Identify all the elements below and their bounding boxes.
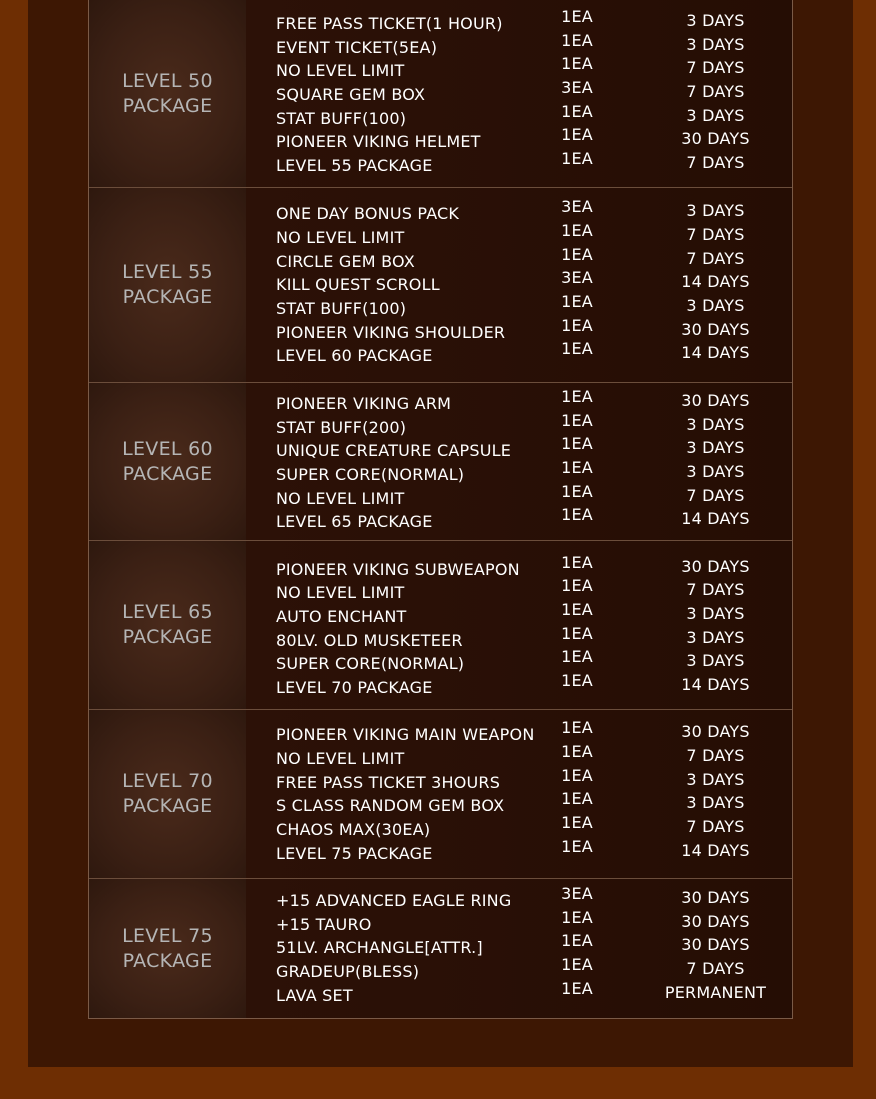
- item-quantity: 1EA: [561, 600, 593, 619]
- item-name: NO LEVEL LIMIT: [276, 61, 405, 80]
- package-label-cell: [89, 188, 246, 382]
- item-name: SQUARE GEM BOX: [276, 85, 426, 104]
- item-name: SUPER CORE(NORMAL): [276, 465, 465, 484]
- item-name: NO LEVEL LIMIT: [276, 749, 405, 768]
- item-name: PIONEER VIKING HELMET: [276, 132, 481, 151]
- list-item: [246, 837, 792, 866]
- item-name: NO LEVEL LIMIT: [276, 489, 405, 508]
- item-duration: 3 DAYS: [686, 651, 745, 670]
- item-duration: 14 DAYS: [681, 343, 750, 362]
- package-label: [122, 924, 213, 974]
- package-items: [246, 188, 792, 382]
- item-duration: 3 DAYS: [686, 770, 745, 789]
- item-duration: 30 DAYS: [681, 129, 750, 148]
- package-items: [246, 879, 792, 1018]
- item-duration: 7 DAYS: [686, 225, 745, 244]
- item-quantity: 1EA: [561, 245, 593, 264]
- item-name: AUTO ENCHANT: [276, 607, 407, 626]
- item-name: STAT BUFF(100): [276, 109, 407, 128]
- item-quantity: 3EA: [561, 884, 593, 903]
- list-item: [246, 339, 792, 368]
- item-name: LEVEL 60 PACKAGE: [276, 346, 433, 365]
- item-duration: 3 DAYS: [686, 604, 745, 623]
- item-duration: 3 DAYS: [686, 462, 745, 481]
- item-duration: 7 DAYS: [686, 746, 745, 765]
- item-name: 80LV. OLD MUSKETEER: [276, 631, 463, 650]
- item-duration: 7 DAYS: [686, 82, 745, 101]
- item-duration: 30 DAYS: [681, 912, 750, 931]
- item-name: STAT BUFF(200): [276, 418, 407, 437]
- package-row-level-65: [89, 540, 792, 709]
- item-duration: 14 DAYS: [681, 841, 750, 860]
- item-duration: 14 DAYS: [681, 509, 750, 528]
- item-duration: 3 DAYS: [686, 628, 745, 647]
- package-label-line: PACKAGE: [122, 94, 213, 117]
- item-quantity: 1EA: [561, 624, 593, 643]
- item-duration: 30 DAYS: [681, 391, 750, 410]
- item-quantity: 1EA: [561, 221, 593, 240]
- item-quantity: 3EA: [561, 78, 593, 97]
- item-name: FREE PASS TICKET 3HOURS: [276, 773, 501, 792]
- item-name: S CLASS RANDOM GEM BOX: [276, 796, 505, 815]
- package-row-level-60: [89, 382, 792, 540]
- package-label-line: PACKAGE: [122, 286, 213, 308]
- item-duration: 30 DAYS: [681, 888, 750, 907]
- list-item: [246, 505, 792, 534]
- item-duration: 7 DAYS: [686, 249, 745, 268]
- item-name: +15 TAURO: [276, 915, 372, 934]
- item-name: LAVA SET: [276, 986, 353, 1005]
- package-row-level-50: [89, 0, 792, 187]
- item-quantity: 1EA: [561, 339, 593, 358]
- item-quantity: 1EA: [561, 505, 593, 524]
- item-duration: 7 DAYS: [686, 580, 745, 599]
- item-name: LEVEL 75 PACKAGE: [276, 844, 433, 863]
- package-row-level-55: [89, 187, 792, 382]
- item-quantity: 1EA: [561, 837, 593, 856]
- package-table: [88, 0, 793, 1019]
- item-name: STAT BUFF(100): [276, 299, 407, 318]
- package-label-line: PACKAGE: [122, 462, 213, 485]
- item-name: UNIQUE CREATURE CAPSULE: [276, 441, 512, 460]
- package-label-cell: [89, 710, 246, 878]
- item-quantity: 1EA: [561, 125, 593, 144]
- package-label: [122, 600, 213, 650]
- item-duration: 14 DAYS: [681, 675, 750, 694]
- item-duration: 7 DAYS: [686, 817, 745, 836]
- item-name: CIRCLE GEM BOX: [276, 252, 415, 271]
- package-label-cell: [89, 879, 246, 1018]
- package-label: [122, 437, 213, 487]
- package-label-cell: [89, 383, 246, 540]
- item-quantity: 1EA: [561, 671, 593, 690]
- package-label-line: LEVEL 50: [122, 69, 213, 92]
- item-duration: 7 DAYS: [686, 153, 745, 172]
- item-name: LEVEL 70 PACKAGE: [276, 678, 433, 697]
- item-quantity: 1EA: [561, 102, 593, 121]
- package-label-line: LEVEL 75: [122, 924, 213, 947]
- item-quantity: 1EA: [561, 742, 593, 761]
- list-item: [246, 149, 792, 178]
- package-label-line: LEVEL 70: [122, 770, 213, 792]
- item-name: GRADEUP(BLESS): [276, 962, 420, 981]
- item-name: NO LEVEL LIMIT: [276, 583, 405, 602]
- item-duration: PERMANENT: [664, 983, 767, 1002]
- item-duration: 14 DAYS: [681, 272, 750, 291]
- item-name: CHAOS MAX(30EA): [276, 820, 431, 839]
- package-label-line: LEVEL 60: [122, 437, 213, 460]
- item-name: LEVEL 65 PACKAGE: [276, 512, 433, 531]
- item-duration: 30 DAYS: [681, 320, 750, 339]
- item-duration: 3 DAYS: [686, 201, 745, 220]
- item-name: +15 ADVANCED EAGLE RING: [276, 891, 512, 910]
- item-name: ONE DAY BONUS PACK: [276, 204, 460, 223]
- item-name: PIONEER VIKING ARM: [276, 394, 452, 413]
- package-label-line: PACKAGE: [122, 795, 213, 817]
- package-label: [122, 260, 213, 310]
- item-name: LEVEL 55 PACKAGE: [276, 156, 433, 175]
- item-name: PIONEER VIKING SHOULDER: [276, 323, 506, 342]
- item-name: SUPER CORE(NORMAL): [276, 654, 465, 673]
- item-name: 51LV. ARCHANGLE[ATTR.]: [276, 938, 483, 957]
- item-duration: 30 DAYS: [681, 722, 750, 741]
- item-quantity: 1EA: [561, 458, 593, 477]
- item-quantity: 1EA: [561, 411, 593, 430]
- package-label-cell: [89, 541, 246, 709]
- list-item: [246, 671, 792, 700]
- list-item: [246, 979, 792, 1008]
- item-quantity: 1EA: [561, 908, 593, 927]
- item-quantity: 1EA: [561, 387, 593, 406]
- item-duration: 7 DAYS: [686, 486, 745, 505]
- package-label: [122, 769, 213, 819]
- item-quantity: 3EA: [561, 268, 593, 287]
- item-duration: 3 DAYS: [686, 296, 745, 315]
- item-quantity: 1EA: [561, 647, 593, 666]
- package-label: [122, 69, 213, 119]
- item-duration: 3 DAYS: [686, 11, 745, 30]
- item-name: NO LEVEL LIMIT: [276, 228, 405, 247]
- item-quantity: 1EA: [561, 576, 593, 595]
- package-label-line: LEVEL 55: [122, 261, 213, 283]
- package-label-line: PACKAGE: [122, 949, 213, 972]
- item-quantity: 1EA: [561, 31, 593, 50]
- package-label-line: PACKAGE: [122, 626, 213, 648]
- package-row-level-70: [89, 709, 792, 878]
- item-quantity: 1EA: [561, 955, 593, 974]
- item-duration: 3 DAYS: [686, 415, 745, 434]
- package-row-level-75: [89, 878, 792, 1018]
- item-duration: 3 DAYS: [686, 35, 745, 54]
- item-duration: 30 DAYS: [681, 935, 750, 954]
- item-quantity: 1EA: [561, 434, 593, 453]
- item-name: FREE PASS TICKET(1 HOUR): [276, 14, 503, 33]
- item-quantity: 1EA: [561, 553, 593, 572]
- item-quantity: 1EA: [561, 149, 593, 168]
- item-quantity: 1EA: [561, 789, 593, 808]
- package-label-cell: [89, 0, 246, 187]
- item-duration: 3 DAYS: [686, 793, 745, 812]
- item-duration: 3 DAYS: [686, 106, 745, 125]
- item-quantity: 1EA: [561, 979, 593, 998]
- package-items: [246, 383, 792, 540]
- item-quantity: 1EA: [561, 7, 593, 26]
- item-name: EVENT TICKET(5EA): [276, 38, 438, 57]
- item-quantity: 1EA: [561, 813, 593, 832]
- item-quantity: 1EA: [561, 316, 593, 335]
- item-quantity: 1EA: [561, 54, 593, 73]
- item-quantity: 1EA: [561, 292, 593, 311]
- item-quantity: 3EA: [561, 197, 593, 216]
- item-duration: 7 DAYS: [686, 58, 745, 77]
- item-duration: 7 DAYS: [686, 959, 745, 978]
- package-label-line: LEVEL 65: [122, 601, 213, 623]
- item-name: PIONEER VIKING MAIN WEAPON: [276, 725, 535, 744]
- item-duration: 3 DAYS: [686, 438, 745, 457]
- item-quantity: 1EA: [561, 482, 593, 501]
- item-quantity: 1EA: [561, 766, 593, 785]
- package-items: [246, 0, 792, 187]
- item-duration: 30 DAYS: [681, 557, 750, 576]
- item-quantity: 1EA: [561, 718, 593, 737]
- item-name: PIONEER VIKING SUBWEAPON: [276, 560, 520, 579]
- package-items: [246, 541, 792, 709]
- item-quantity: 1EA: [561, 931, 593, 950]
- package-items: [246, 710, 792, 878]
- item-name: KILL QUEST SCROLL: [276, 275, 440, 294]
